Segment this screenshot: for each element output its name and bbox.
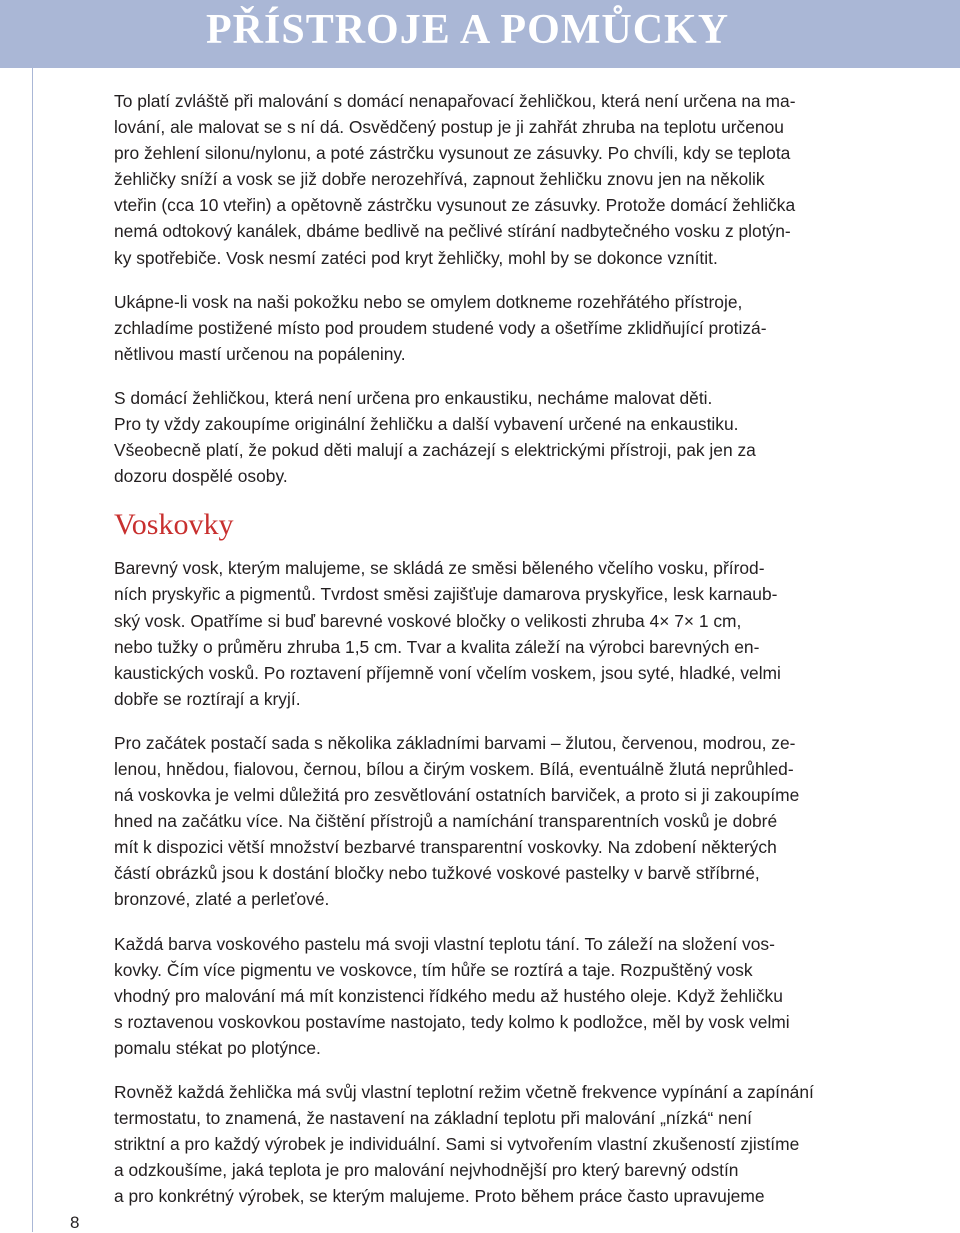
left-margin-rule	[32, 68, 33, 1232]
section-heading: Voskovky	[114, 508, 234, 542]
page-number: 8	[70, 1213, 80, 1232]
text-line: dobře se roztírají a kryjí.	[114, 688, 301, 709]
text-line: Rovněž každá žehlička má svůj vlastní teplotní režim včetně frekvence vypínání a zapínání	[114, 1082, 814, 1102]
text-line: vteřin (cca 10 vteřin) a opětovně zástrčku vysunout ze zásuvky. Protože domácí žehlička	[114, 195, 796, 216]
page-content	[114, 88, 850, 1227]
text-line: Všeobecně platí, že pokud děti malují a zacházejí s elektrickými přístroji, pak jen za	[114, 440, 756, 461]
paragraph	[114, 385, 850, 489]
text-line: žehličky sníží a vosk se již dobře nerozehřívá, zapnout žehličku znovu jen na několik	[114, 169, 765, 190]
paragraph	[114, 1079, 850, 1209]
text-line: Pro začátek postačí sada s několika základními barvami – žlutou, červenou, modrou, ze-	[114, 732, 796, 753]
text-line: a odzkoušíme, jaká teplota je pro malování nejvhodnější pro který barevný odstín	[114, 1160, 739, 1181]
text-line: ních pryskyřic a pigmentů. Tvrdost směsi zajišťuje damarova pryskyřice, lesk karnaub-	[114, 584, 778, 605]
text-line: Ukápne-li vosk na naši pokožku nebo se omylem dotkneme rozehřátého přístroje,	[114, 291, 743, 312]
text-line: pomalu stékat po plotýnce.	[114, 1037, 321, 1058]
text-line: bronzové, zlaté a perleťové.	[114, 889, 330, 910]
text-line: ná voskovka je velmi důležitá pro zesvětlování ostatních barviček, a proto si ji zakoupíme	[114, 785, 800, 806]
text-line: nemá odtokový kanálek, dbáme bedlivě na pečlivé stírání nadbytečného vosku z plotýn-	[114, 221, 791, 242]
paragraph	[114, 88, 850, 271]
paragraph	[114, 289, 850, 367]
text-line: dozoru dospělé osoby.	[114, 466, 288, 487]
text-line: To platí zvláště při malování s domácí nenapařovací žehličkou, která není určena na ma-	[114, 91, 796, 111]
text-line: lenou, hnědou, fialovou, černou, bílou a čirým voskem. Bílá, eventuálně žlutá neprůhled-	[114, 758, 794, 779]
text-line: Pro ty vždy zakoupíme originální žehličku a další vybavení určené na enkaustiku.	[114, 414, 739, 435]
text-line: striktní a pro každý výrobek je individuální. Sami si vytvořením vlastní zkušeností zjistíme	[114, 1134, 800, 1155]
paragraph	[114, 730, 850, 913]
text-line: termostatu, to znamená, že nastavení na základní teplotu při malování „nízká“ není	[114, 1108, 753, 1129]
text-line: pro žehlení silonu/nylonu, a poté zástrčku vysunout ze zásuvky. Po chvíli, kdy se teplota	[114, 143, 791, 164]
text-line: mít k dispozici větší množství bezbarvé transparentní voskovky. Na zdobení některých	[114, 837, 777, 858]
page-title: PŘÍSTROJE A POMŮCKY	[206, 7, 730, 53]
text-line: kovky. Čím více pigmentu ve voskovce, tím hůře se roztírá a taje. Rozpuštěný vosk	[114, 959, 753, 980]
text-line: nebo tužky o průměru zhruba 1,5 cm. Tvar a kvalita záleží na výrobci barevných en-	[114, 636, 760, 657]
paragraph	[114, 555, 850, 712]
text-line: S domácí žehličkou, která není určena pro enkaustiku, necháme malovat děti.	[114, 387, 713, 408]
text-line: ský vosk. Opatříme si buď barevné voskové bločky o velikosti zhruba 4× 7× 1 cm,	[114, 610, 742, 631]
text-line: částí obrázků jsou k dostání bločky nebo tužkové voskové pastelky v barvě stříbrné,	[114, 863, 760, 884]
paragraph	[114, 931, 850, 1061]
text-line: lování, ale malovat se s ní dá. Osvědčený postup je ji zahřát zhruba na teplotu určenou	[114, 117, 784, 138]
text-line: hned na začátku více. Na čištění přístrojů a namíchání transparentních vosků je dobré	[114, 811, 778, 832]
section-paragraphs	[114, 555, 850, 1209]
text-line: Barevný vosk, kterým malujeme, se skládá ze směsi běleného včelího vosku, přírod-	[114, 558, 765, 579]
text-line: a pro konkrétný výrobek, se kterým malujeme. Proto během práce často upravujeme	[114, 1186, 765, 1207]
text-line: s roztavenou voskovkou postavíme nastojato, tedy kolmo k podložce, měl by vosk velmi	[114, 1011, 790, 1032]
text-line: zchladíme postižené místo pod proudem studené vody a ošetříme zklidňující protizá-	[114, 317, 767, 338]
text-line: Každá barva voskového pastelu má svoji vlastní teplotu tání. To záleží na složení vos-	[114, 933, 775, 954]
text-line: nětlivou mastí určenou na popáleniny.	[114, 343, 406, 364]
text-line: kaustických vosků. Po roztavení příjemně voní včelím voskem, jsou syté, hladké, velmi	[114, 662, 781, 683]
intro-paragraphs	[114, 88, 850, 489]
text-line: vhodný pro malování má mít konzistenci řídkého medu až hustého oleje. Když žehličku	[114, 985, 783, 1006]
text-line: ky spotřebiče. Vosk nesmí zatéci pod kryt žehličky, mohl by se dokonce vznítit.	[114, 247, 718, 268]
